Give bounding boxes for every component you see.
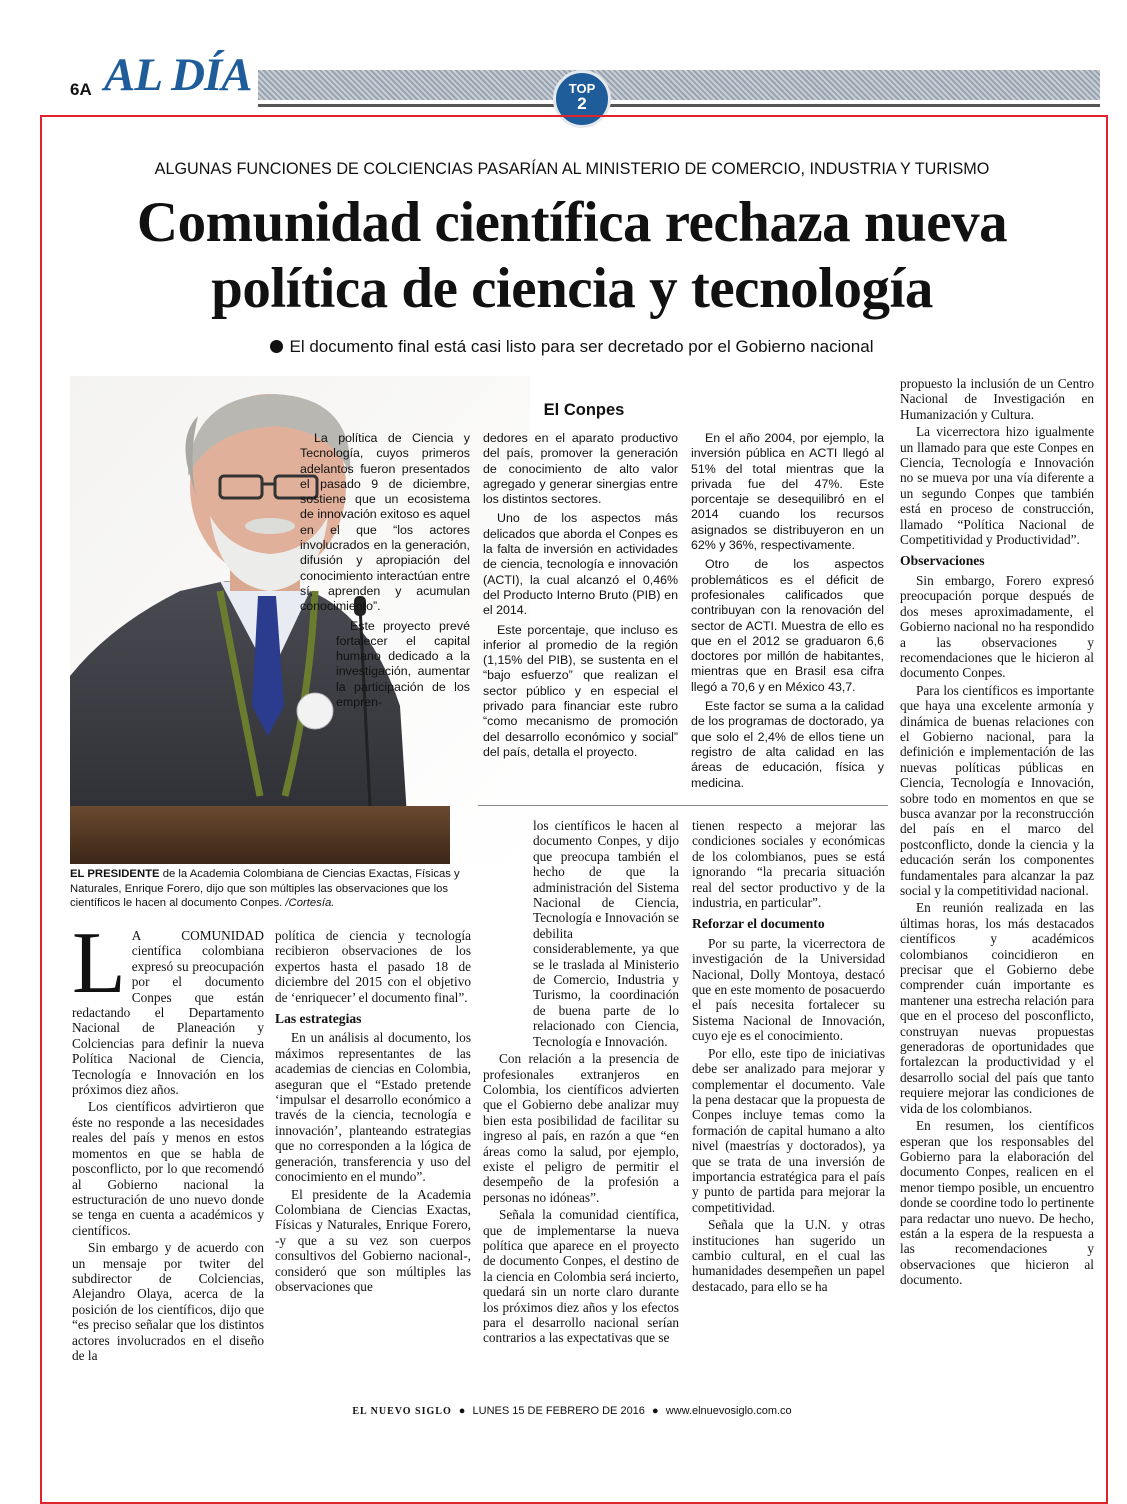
body-paragraph: En un análisis al documento, los máximos representantes de las academias de ciencias en Colombia, aseguran que el “Estado pretende ‘impulsar el desarrollo económico a través de la ciencia, tecnología e innovación’, planteando estrategias que no corresponden a la lógica de generación, transferencia y uso del conocimiento en el mundo”. <box>275 1030 471 1185</box>
body-paragraph: Para los científicos es importante que haya una excelente armonía y dinámica de buenas relaciones con el Gobierno nacional, para la definición e implementación de las nuevas políticas públicas en Ciencia, Tecnología e Innovación, sobre todo en momentos en que se busca avanzar por la reconstrucción del país en el marco del postconflicto, donde la ciencia y la educación serán los componentes fundamentales para alcanzar la paz social y la competitividad nacional. <box>900 682 1094 898</box>
body-col-3 <box>483 818 679 1348</box>
page-number: 6A <box>70 80 92 99</box>
sidebar-paragraph: En el año 2004, por ejemplo, la inversión pública en ACTI llegó al 51% del total mientras que la privada fue del 47%. Este porcentaje se desequilibró en el 2014 cuando los recursos asignados se distribuyeron en un 62% y 36%, respectivamente. <box>691 431 884 553</box>
sidebar-paragraph: Este factor se suma a la calidad de los programas de doctorado, ya que solo el 2,4% de ellos tiene un registro de alta calidad en las áreas de educación, física y medicina. <box>691 699 884 790</box>
footer <box>40 1405 1104 1417</box>
header-band-rule <box>258 104 1100 107</box>
body-paragraph: El presidente de la Academia Colombiana de Ciencias Exactas, Físicas y Naturales, Enrique Forero, -y que a su vez son cuerpos consultivos del Gobierno nacional-, consideró que son múltiples las observaciones que <box>275 1186 471 1294</box>
deck <box>40 337 1104 357</box>
body-paragraph: Por su parte, la vicerrectora de investigación de la Universidad Nacional, Dolly Montoya, destacó que en este momento de posacuerdo el país necesita fortalecer su Sistema Nacional de Innovación, cuyo eje es el conocimiento. <box>692 935 885 1044</box>
sidebar-paragraph: dedores en el aparato productivo del país, promover la generación de conocimiento de alto valor agregado y generar sinergias entre los distintos sectores. <box>483 431 678 507</box>
sidebar-paragraph: Este porcentaje, que incluso es inferior al promedio de la región (1,15% del PIB), se sustenta en el “bajo esfuerzo” que realizan el sector público y en especial el privado para financiar este rubro “como mecanismo de promoción del desarrollo económico y social” del país, detalla el proyecto. <box>483 622 678 759</box>
footer-bullet-icon: ● <box>458 1405 466 1417</box>
subheading-estrategias: Las estrategias <box>275 1011 362 1027</box>
body-paragraph: En reunión realizada en las últimas horas, los más destacados científicos y académicos colombianos coincidieron en precisar que el Gobierno debe comprender cuán importante es mantener una estrecha relación para que en el proceso del posconflicto, construyan nuevas propuestas generadoras de oportunidades que fortalezcan la productividad y el desarrollo social del país que tanto requiere mejorar las condiciones de vida de los colombianos. <box>900 900 1094 1116</box>
body-paragraph: Señala la comunidad científica, que de implementarse la nueva política que aparece en el proyecto de documento Conpes, el destino de la ciencia en Colombia será incierto, quedará sin un norte claro durante los próximos diez años y los efectos para el desarrollo nacional serían contrarios a las expectativas que se <box>483 1207 679 1346</box>
body-paragraph: La vicerrectora hizo igualmente un llamado para que este Conpes en Ciencia, Tecnología e Innovación no se mueva por una vía diferente a un segundo Conpes que también está en proceso de construcción, llamado “Política Nacional de Competitividad y Productividad”. <box>900 424 1094 548</box>
body-paragraph: política de ciencia y tecnología recibieron observaciones de los expertos hasta el pasado 18 de diciembre del 2015 con el objetivo de ‘enriquecer’ el documento final”. <box>275 928 471 1005</box>
footer-url[interactable]: www.elnuevosiglo.com.co <box>665 1405 792 1417</box>
body-paragraph: Por ello, este tipo de iniciativas debe ser analizado para mejorar y complementar el documento. Vale la pena destacar que la propuesta de Conpes incluye temas como la formación de capital humano a alto nivel (maestrías y doctorados), ya que se trata de una inversión de importancia estratégica para el país y punto de partida para mejorar la competitividad. <box>692 1045 885 1215</box>
body-col-4 <box>692 818 885 1296</box>
body-paragraph: Con relación a la presencia de profesionales extranjeros en Colombia, los científicos advierten que el Gobierno debe analizar muy bien esta posibilidad de facilitar su ingreso al país, en razón a que “en áreas como la salud, por ejemplo, existe el peligro de permitir el desempeño de la profesión a personas no idóneas”. <box>483 1051 679 1205</box>
sidebar-paragraph: Otro de los aspectos problemáticos es el déficit de profesionales calificados que contribuyan con la renovación del sector de ACTI. Muestra de ello es que en el 2012 se graduaron 6,6 doctores por millón de habitantes, mientras que en Brasil esa cifra llegó a 70,6 y en México 43,7. <box>691 557 884 694</box>
sidebar-col-2 <box>483 431 678 764</box>
footer-date: LUNES 15 DE FEBRERO DE 2016 <box>472 1405 645 1417</box>
photo-caption-lead: EL PRESIDENTE <box>70 868 160 880</box>
header-band <box>258 70 1100 100</box>
lead-paragraph: A COMUNIDAD científica colombiana expresó su preocupación por el documento Conpes que están redactando el Departamento Nacional de Planeación y Colciencias para definir la nueva Política Nacional de Ciencia, Tecnología e Innovación en los próximos diez años. <box>72 928 264 1098</box>
footer-logo: EL NUEVO SIGLO <box>352 1406 452 1417</box>
headline-line-1: Comunidad científica rechaza nueva <box>136 191 1008 254</box>
photo-caption-text: de la Academia Colombiana de Ciencias Exactas, Físicas y Naturales, Enrique Forero, dijo que son múltiples las observaciones que los científicos le hacen al documento Conpes. <box>70 868 460 909</box>
sidebar-title: El Conpes <box>543 401 625 419</box>
subheading-reforzar: Reforzar el documento <box>692 916 825 932</box>
body-paragraph: Los científicos advirtieron que éste no responde a las necesidades reales del país y menos en estos momentos en que se habla de posconflicto, por lo que recomendó al Gobierno nacional la estructuración de uno nuevo donde se tenga en cuenta a académicos y científicos. <box>72 1099 264 1238</box>
sidebar-col-1 <box>300 431 470 714</box>
subheading-observaciones: Observaciones <box>900 553 985 569</box>
bullet-icon <box>270 340 283 353</box>
kicker: ALGUNAS FUNCIONES DE COLCIENCIAS PASARÍAN AL MINISTERIO DE COMERCIO, INDUSTRIA Y TURISMO <box>154 160 990 178</box>
top-badge-number: 2 <box>577 94 587 113</box>
sidebar-paragraph: Este proyecto prevé fortalecer el capital humano dedicado a la investigación, aumentar la participación de los empren- <box>336 618 470 710</box>
body-col-5 <box>900 376 1094 1290</box>
top-badge-label: TOP <box>568 81 596 96</box>
body-col-2 <box>275 928 471 1296</box>
body-paragraph: los científicos le hacen al documento Conpes, y dijo que preocupa también el hecho de que la administración del Sistema Nacional de Ciencia, Tecnología e Innovación se debilita considerablemente, ya que se le traslada al Ministerio de Comercio, Industria y Turismo, la coordinación de buena parte de lo relacionado con Ciencia, Tecnología e Innovación. <box>533 818 679 1049</box>
body-paragraph: Señala que la U.N. y otras instituciones han sugerido un cambio cultural, en el cual las humanidades desempeñen un papel destacado, para ello se ha <box>692 1217 885 1294</box>
sidebar-paragraph: La política de Ciencia y Tecnología, cuyos primeros adelantos fueron presentados el pasado 9 de diciembre, sostiene que un ecosistema de innovación exitoso es aquel en el que “los actores involucrados en la generación, difusión y apropiación del conocimiento interactúan entre sí, aprenden y acumulan conocimiento”. <box>300 431 470 614</box>
photo-caption <box>70 867 470 911</box>
body-paragraph: Sin embargo, Forero expresó preocupación porque después de dos meses aproximadamente, el Gobierno nacional no ha respondido a las observaciones y recomendaciones que le hicieron al documento Conpes. <box>900 572 1094 681</box>
body-paragraph: Sin embargo y de acuerdo con un mensaje por twiter del subdirector de Colciencias, Alejandro Olaya, acerca de la posición de los científicos, dijo que “es preciso señalar que los distintos actores involucrados en el diseño de la <box>72 1240 264 1363</box>
sidebar-bottom-rule <box>478 805 888 806</box>
headline <box>40 190 1104 322</box>
section-title: AL DÍA <box>104 49 252 101</box>
deck-text: El documento final está casi listo para ser decretado por el Gobierno nacional <box>289 337 874 356</box>
body-paragraph: propuesto la inclusión de un Centro Nacional de Investigación en Humanización y Cultura. <box>900 376 1094 422</box>
body-paragraph: En resumen, los científicos esperan que los responsables del Gobierno para la elaboración del documento Conpes, realicen en el menor tiempo posible, un encuentro donde se coordine todo lo pertinente para redactar uno nuevo. De hecho, están a la espera de la respuesta a las recomendaciones y observaciones que hicieron al documento. <box>900 1118 1094 1288</box>
body-col-1 <box>72 915 264 1365</box>
sidebar-col-3 <box>691 431 884 795</box>
footer-bullet-icon: ● <box>651 1405 659 1417</box>
dropcap: L <box>72 915 126 1012</box>
body-paragraph: tienen respecto a mejorar las condiciones sociales y económicas de los colombianos, pues se está ignorando “la precaria situación real del sector productivo y de la industria, en particular”. <box>692 818 885 911</box>
photo-credit: /Cortesía. <box>285 897 335 909</box>
headline-line-2: política de ciencia y tecnología <box>211 257 933 320</box>
sidebar-paragraph: Uno de los aspectos más delicados que aborda el Conpes es la falta de inversión en actividades de ciencia, tecnología e innovación (ACTI), la cual alcanzó el 0,46% del Producto Interno Bruto (PIB) en el 2014. <box>483 511 678 618</box>
